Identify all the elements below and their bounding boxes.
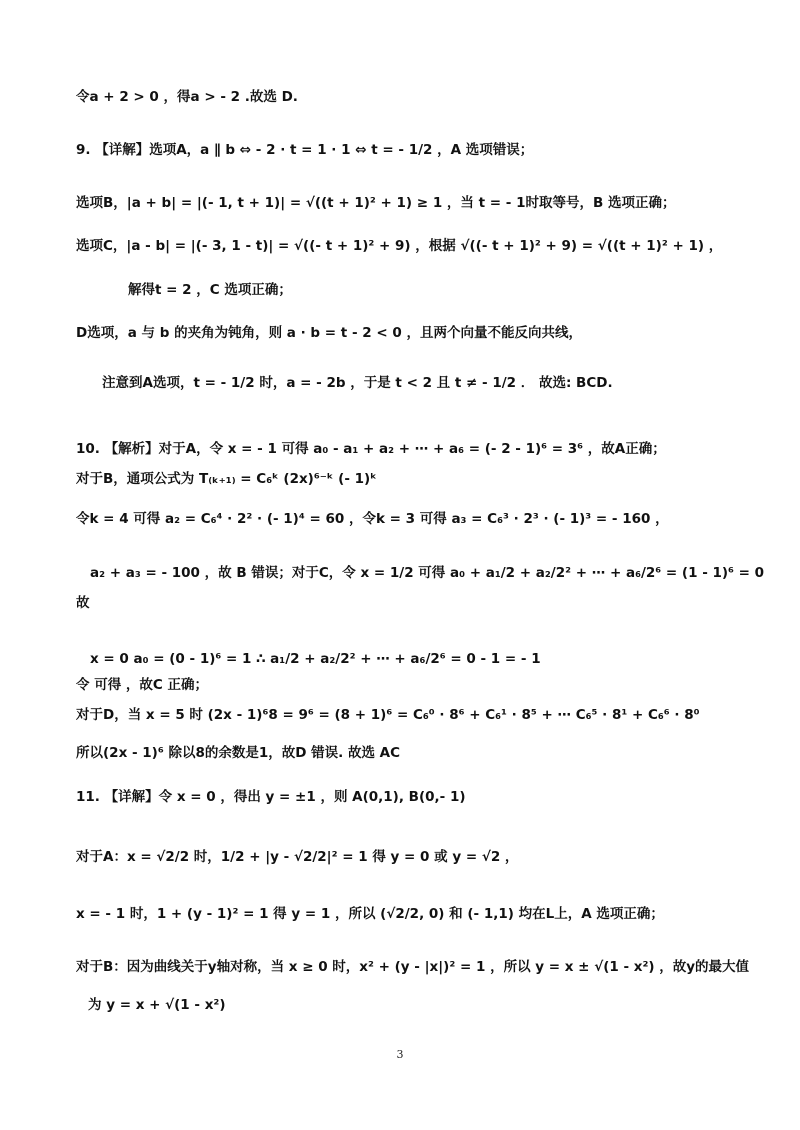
text-line-16: 所以(2x - 1)⁶ 除以8的余数是1，故D 错误. 故选 AC <box>76 745 401 761</box>
text-line-7: 注意到A选项，t = - 1/2 时，a = - 2b ，于是 t < 2 且 t ≠ - 1/2 ． 故选: BCD. <box>102 375 613 391</box>
text-line-15: 对于D，当 x = 5 时 (2x - 1)⁶8 = 9⁶ = (8 + 1)⁶ = C₆⁰ · 8⁶ + C₆¹ · 8⁵ + ⋯ C₆⁵ · 8¹ + C₆⁶ · 8⁰ <box>76 707 700 723</box>
text-line-14: 令 可得 ，故C 正确； <box>76 677 209 693</box>
text-line-19: x = - 1 时，1 + (y - 1)² = 1 得 y = 1 ，所以 (√2/2, 0) 和 (- 1,1) 均在L上，A 选项正确； <box>76 906 664 922</box>
text-line-20: 对于B：因为曲线关于y轴对称，当 x ≥ 0 时，x² + (y - |x|)² = 1 ，所以 y = x ± √(1 - x²) ，故y的最大值 <box>76 959 750 975</box>
text-line-3: 选项B，|a + b| = |(- 1, t + 1)| = √((t + 1)² + 1) ≥ 1 ，当 t = - 1时取等号，B 选项正确； <box>76 195 676 211</box>
text-line-8: 10. 【解析】对于A，令 x = - 1 可得 a₀ - a₁ + a₂ + ⋯ + a₆ = (- 2 - 1)⁶ = 3⁶ ，故A正确； <box>76 441 666 457</box>
text-line-13: x = 0 a₀ = (0 - 1)⁶ = 1 ∴ a₁/2 + a₂/2² + ⋯ + a₆/2⁶ = 0 - 1 = - 1 <box>90 651 541 667</box>
text-line-11: a₂ + a₃ = - 100 ，故 B 错误；对于C，令 x = 1/2 可得 a₀ + a₁/2 + a₂/2² + ⋯ + a₆/2⁶ = (1 - 1)⁶ = 0 <box>90 565 765 581</box>
text-line-18: 对于A：x = √2/2 时，1/2 + |y - √2/2|² = 1 得 y = 0 或 y = √2 ， <box>76 849 519 865</box>
text-line-12: 故 <box>76 595 90 611</box>
page-number: 3 <box>396 1048 404 1061</box>
text-line-17: 11. 【详解】令 x = 0 ，得出 y = ±1 ，则 A(0,1), B(0,- 1) <box>76 789 466 805</box>
text-line-10: 令k = 4 可得 a₂ = C₆⁴ · 2² · (- 1)⁴ = 60 ，令k = 3 可得 a₃ = C₆³ · 2³ · (- 1)³ = - 160 ， <box>76 511 669 527</box>
text-line-21: 为 y = x + √(1 - x²) <box>88 997 226 1013</box>
text-line-2: 9. 【详解】选项A，a ∥ b ⇔ - 2 · t = 1 · 1 ⇔ t = - 1/2 ，A 选项错误； <box>76 142 534 158</box>
text-line-6: D选项，a 与 b 的夹角为钝角，则 a · b = t - 2 < 0 ，且两个向量不能反向共线， <box>76 325 582 341</box>
text-line-5: 解得t = 2 ，C 选项正确； <box>128 282 292 298</box>
text-line-1: 令a + 2 > 0 ，得a > - 2 .故选 D. <box>76 89 298 105</box>
text-line-4: 选项C，|a - b| = |(- 3, 1 - t)| = √((- t + 1)² + 9) ，根据 √((- t + 1)² + 9) = √((t + 1)² + 1) ， <box>76 238 723 254</box>
text-line-9: 对于B，通项公式为 T₍ₖ₊₁₎ = C₆ᵏ (2x)⁶⁻ᵏ (- 1)ᵏ <box>76 471 377 487</box>
